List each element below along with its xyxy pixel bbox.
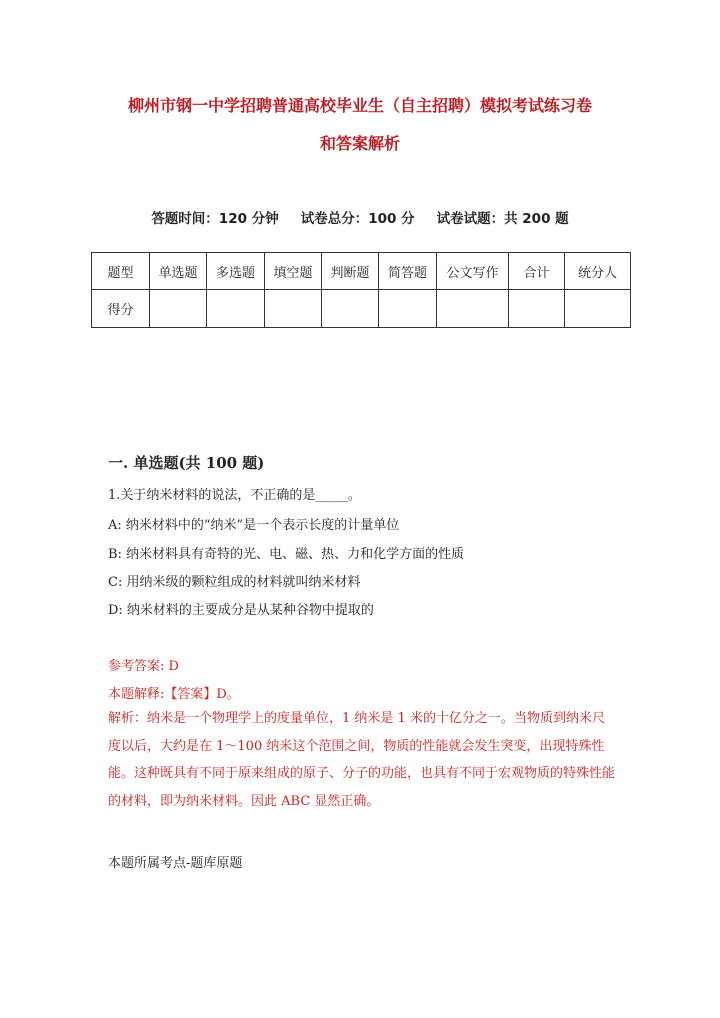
score-cell xyxy=(207,290,265,328)
header-cell: 判断题 xyxy=(322,253,379,290)
question-source: 本题所属考点-题库原题 xyxy=(108,856,243,871)
score-cell xyxy=(150,290,207,328)
document-title-line2: 和答案解析 xyxy=(319,134,400,153)
analysis-text: 解析：纳米是一个物理学上的度量单位，1 纳米是 1 米的十亿分之一。当物质到纳米尺度以后，大约是在 1～100 纳米这个范围之间，物质的性能就会发生突变，出现特殊性能。这种既具有不同于原来组成的原子、分子的功能，也具有不同于宏观物质的特殊性能的材料，即为纳米材料。因此 ABC 显然正确。 xyxy=(108,711,616,809)
header-cell: 填空题 xyxy=(265,253,322,290)
header-cell: 单选题 xyxy=(150,253,207,290)
score-table xyxy=(91,252,631,328)
option-c: C: 用纳米级的颗粒组成的材料就叫纳米材料 xyxy=(108,575,361,590)
reference-answer: 参考答案: D xyxy=(108,659,179,674)
row-label-cell: 得分 xyxy=(92,290,150,328)
header-cell: 多选题 xyxy=(207,253,265,290)
section-heading: 一. 单选题(共 100 题) xyxy=(108,454,265,472)
header-cell: 简答题 xyxy=(379,253,437,290)
explanation-head: 本题解释:【答案】D。 xyxy=(108,687,240,702)
score-cell xyxy=(265,290,322,328)
score-cell xyxy=(509,290,565,328)
option-d: D: 纳米材料的主要成分是从某种谷物中提取的 xyxy=(108,603,374,618)
header-cell: 统分人 xyxy=(565,253,631,290)
header-cell: 公文写作 xyxy=(437,253,509,290)
exam-question-count: 试卷试题：共 200 题 xyxy=(436,211,569,227)
option-a: A: 纳米材料中的“纳米”是一个表示长度的计量单位 xyxy=(108,518,400,533)
header-cell: 题型 xyxy=(92,253,150,290)
document-title: 柳州市钢一中学招聘普通高校毕业生（自主招聘）模拟考试练习卷 xyxy=(127,96,592,115)
exam-time: 答题时间：120 分钟 xyxy=(151,211,279,227)
score-cell xyxy=(437,290,509,328)
exam-total-score: 试卷总分：100 分 xyxy=(300,211,415,227)
exam-meta xyxy=(0,207,720,227)
score-table-score-row xyxy=(92,290,631,328)
header-cell: 合计 xyxy=(509,253,565,290)
score-cell xyxy=(322,290,379,328)
option-b: B: 纳米材料具有奇特的光、电、磁、热、力和化学方面的性质 xyxy=(108,547,465,562)
score-cell xyxy=(565,290,631,328)
question-stem: 1.关于纳米材料的说法，不正确的是_____。 xyxy=(108,488,361,503)
score-cell xyxy=(379,290,437,328)
score-table-header-row xyxy=(92,253,631,290)
